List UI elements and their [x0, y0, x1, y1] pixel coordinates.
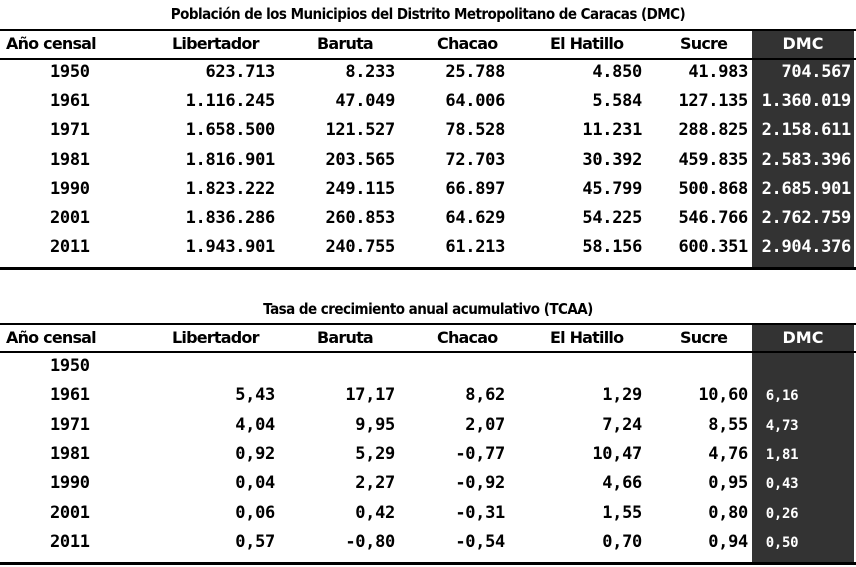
population-bottom-rule	[0, 267, 856, 270]
growth-year-cell: 1971	[50, 414, 90, 435]
population-year-cell: 2001	[50, 208, 90, 228]
population-value-cell: 260.853	[325, 208, 395, 228]
population-value-cell: 45.799	[582, 178, 642, 199]
growth-header-rule	[0, 351, 856, 353]
population-value-cell: 78.528	[445, 120, 505, 141]
growth-value-cell: -0,80	[345, 531, 395, 552]
growth-year-cell: 2001	[50, 502, 90, 523]
population-value-cell: 58.156	[582, 237, 642, 258]
population-value-cell: 41.983	[688, 62, 748, 82]
population-dmc-cell: 2.685.901	[761, 178, 851, 199]
population-value-cell: 25.788	[445, 62, 505, 82]
growth-value-cell: 2,27	[355, 473, 395, 494]
growth-dmc-cell: 0,50	[765, 534, 799, 551]
growth-title: Tasa de crecimiento anual acumulativo (TCAA)	[263, 300, 593, 318]
population-header-dmc: DMC	[782, 34, 824, 53]
population-value-cell: 1.836.286	[185, 208, 275, 228]
growth-header-5: Sucre	[680, 328, 728, 347]
population-value-cell: 64.629	[445, 208, 505, 228]
population-value-cell: 1.658.500	[185, 120, 275, 141]
growth-value-cell: 10,60	[698, 385, 748, 406]
growth-dmc-cell: 0,43	[765, 476, 799, 493]
population-value-cell: 623.713	[205, 62, 275, 82]
growth-value-cell: -0,77	[455, 443, 505, 464]
growth-value-cell: 9,95	[355, 414, 395, 435]
growth-value-cell: 0,92	[235, 443, 275, 464]
population-value-cell: 66.897	[445, 178, 505, 199]
growth-header-3: Chacao	[437, 328, 498, 347]
population-value-cell: 1.816.901	[185, 149, 275, 170]
growth-value-cell: 1,29	[602, 385, 642, 406]
population-year-cell: 1990	[50, 178, 90, 199]
growth-value-cell: 0,42	[355, 502, 395, 523]
growth-value-cell: 2,07	[465, 414, 505, 435]
growth-value-cell: 0,80	[708, 502, 748, 523]
growth-dmc-cell: 4,73	[765, 417, 799, 434]
growth-value-cell: 0,04	[235, 473, 275, 494]
population-dmc-cell: 704.567	[781, 62, 851, 82]
growth-year-cell: 1961	[50, 385, 90, 406]
population-header-1: Libertador	[172, 34, 259, 53]
population-value-cell: 1.943.901	[185, 237, 275, 258]
population-value-cell: 1.116.245	[185, 91, 275, 112]
growth-header-2: Baruta	[317, 328, 373, 347]
population-header-2: Baruta	[317, 34, 373, 53]
population-year-cell: 1981	[50, 149, 90, 170]
population-value-cell: 240.755	[325, 237, 395, 258]
population-value-cell: 600.351	[678, 237, 748, 258]
growth-value-cell: 7,24	[602, 414, 642, 435]
growth-value-cell: 0,95	[708, 473, 748, 494]
population-value-cell: 459.835	[678, 149, 748, 170]
population-header-rule	[0, 58, 856, 60]
population-value-cell: 500.868	[678, 178, 748, 199]
population-value-cell: 203.565	[325, 149, 395, 170]
population-value-cell: 61.213	[445, 237, 505, 258]
growth-value-cell: 0,70	[602, 531, 642, 552]
population-year-cell: 1950	[50, 62, 90, 82]
growth-value-cell: -0,92	[455, 473, 505, 494]
growth-dmc-cell: 0,26	[765, 505, 799, 522]
growth-value-cell: 4,66	[602, 473, 642, 494]
growth-header-dmc: DMC	[782, 328, 824, 347]
growth-bottom-rule	[0, 562, 856, 565]
population-value-cell: 288.825	[678, 120, 748, 141]
growth-header-1: Libertador	[172, 328, 259, 347]
population-header-4: El Hatillo	[550, 34, 624, 53]
growth-dmc-cell: 6,16	[765, 388, 799, 405]
growth-value-cell: 1,55	[602, 502, 642, 523]
growth-value-cell: -0,31	[455, 502, 505, 523]
population-dmc-cell: 2.762.759	[761, 208, 851, 228]
growth-value-cell: 5,43	[235, 385, 275, 406]
population-year-cell: 2011	[50, 237, 90, 258]
growth-value-cell: -0,54	[455, 531, 505, 552]
population-value-cell: 127.135	[678, 91, 748, 112]
growth-year-cell: 1981	[50, 443, 90, 464]
population-value-cell: 121.527	[325, 120, 395, 141]
growth-dmc-cell: 1,81	[765, 446, 799, 463]
population-value-cell: 546.766	[678, 208, 748, 228]
population-year-cell: 1971	[50, 120, 90, 141]
growth-header-0: Año censal	[6, 328, 96, 347]
population-value-cell: 72.703	[445, 149, 505, 170]
growth-top-rule	[0, 323, 856, 325]
population-title: Población de los Municipios del Distrito Metropolitano de Caracas (DMC)	[170, 5, 686, 23]
growth-value-cell: 8,62	[465, 385, 505, 406]
population-value-cell: 1.823.222	[185, 178, 275, 199]
growth-year-cell: 1950	[50, 356, 90, 376]
population-header-3: Chacao	[437, 34, 498, 53]
population-year-cell: 1961	[50, 91, 90, 112]
population-value-cell: 64.006	[445, 91, 505, 112]
growth-year-cell: 2011	[50, 531, 90, 552]
growth-value-cell: 8,55	[708, 414, 748, 435]
population-dmc-cell: 2.583.396	[761, 149, 851, 170]
growth-value-cell: 4,76	[708, 443, 748, 464]
growth-value-cell: 0,06	[235, 502, 275, 523]
population-value-cell: 11.231	[582, 120, 642, 141]
population-header-5: Sucre	[680, 34, 728, 53]
population-top-rule	[0, 29, 856, 31]
population-value-cell: 5.584	[592, 91, 642, 112]
population-value-cell: 30.392	[582, 149, 642, 170]
population-dmc-cell: 1.360.019	[761, 91, 851, 112]
growth-value-cell: 0,57	[235, 531, 275, 552]
growth-value-cell: 5,29	[355, 443, 395, 464]
population-value-cell: 47.049	[335, 91, 395, 112]
population-value-cell: 54.225	[582, 208, 642, 228]
growth-dmc-column	[752, 325, 854, 562]
growth-value-cell: 10,47	[592, 443, 642, 464]
growth-value-cell: 0,94	[708, 531, 748, 552]
population-value-cell: 8.233	[345, 62, 395, 82]
growth-value-cell: 4,04	[235, 414, 275, 435]
growth-header-4: El Hatillo	[550, 328, 624, 347]
population-header-0: Año censal	[6, 34, 96, 53]
growth-value-cell: 17,17	[345, 385, 395, 406]
population-value-cell: 4.850	[592, 62, 642, 82]
population-dmc-cell: 2.904.376	[761, 237, 851, 258]
population-dmc-cell: 2.158.611	[761, 120, 851, 141]
population-value-cell: 249.115	[325, 178, 395, 199]
growth-year-cell: 1990	[50, 473, 90, 494]
